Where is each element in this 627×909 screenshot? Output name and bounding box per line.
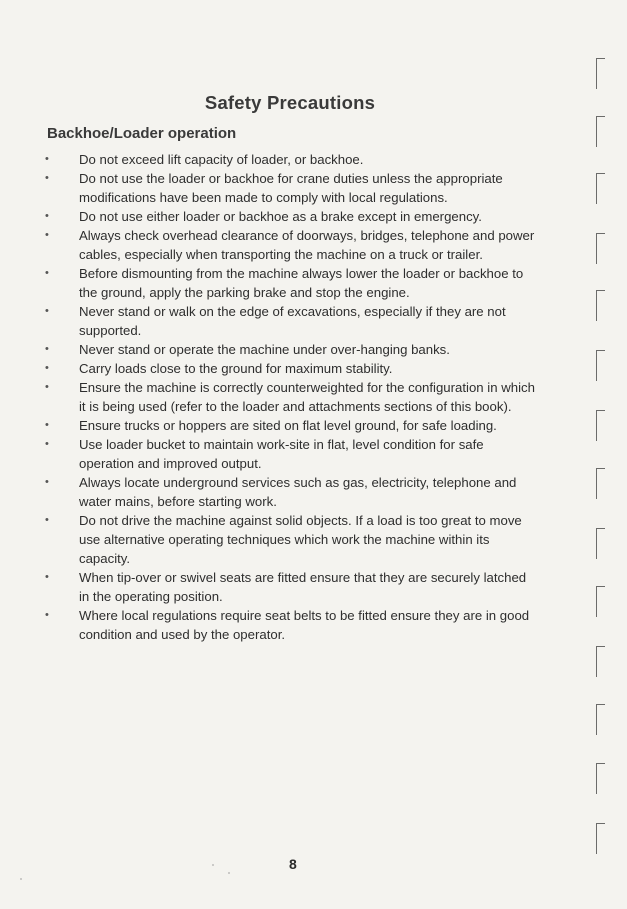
bullet-text: Never stand or walk on the edge of excavations, especially if they are not supported. — [79, 304, 506, 338]
bullet-item — [40, 264, 540, 302]
bullet-dot-icon: • — [45, 305, 49, 317]
index-tab-mark — [596, 528, 605, 559]
bullet-list — [40, 150, 540, 644]
index-tab-mark — [596, 116, 605, 147]
scan-speck — [20, 878, 22, 880]
bullet-text: Do not use either loader or backhoe as a brake except in emergency. — [79, 209, 482, 224]
bullet-item — [40, 150, 540, 169]
bullet-text: Use loader bucket to maintain work-site in flat, level condition for safe operation and improved output. — [79, 437, 484, 471]
bullet-dot-icon: • — [45, 267, 49, 279]
index-tab-mark — [596, 763, 605, 794]
bullet-dot-icon: • — [45, 172, 49, 184]
bullet-item — [40, 207, 540, 226]
bullet-text: Do not exceed lift capacity of loader, or backhoe. — [79, 152, 364, 167]
bullet-dot-icon: • — [45, 514, 49, 526]
bullet-dot-icon: • — [45, 419, 49, 431]
bullet-text: Never stand or operate the machine under over-hanging banks. — [79, 342, 450, 357]
index-tab-mark — [596, 58, 605, 89]
scan-speck — [212, 864, 214, 866]
index-tab-mark — [596, 350, 605, 381]
page-title: Safety Precautions — [204, 92, 376, 113]
bullet-dot-icon: • — [45, 438, 49, 450]
bullet-item — [40, 568, 540, 606]
bullet-item — [40, 169, 540, 207]
bullet-item — [40, 226, 540, 264]
scan-speck — [228, 872, 230, 874]
bullet-dot-icon: • — [45, 343, 49, 355]
bullet-text: Where local regulations require seat belts to be fitted ensure they are in good condition and used by the operator. — [79, 608, 530, 642]
bullet-dot-icon: • — [45, 476, 49, 488]
bullet-item — [40, 340, 540, 359]
page-number: 8 — [289, 856, 297, 872]
bullet-text: When tip-over or swivel seats are fitted ensure that they are securely latched in the operating position. — [79, 570, 527, 604]
index-tab-mark — [596, 173, 605, 204]
index-tab-marks — [591, 58, 605, 858]
bullet-text: Do not use the loader or backhoe for crane duties unless the appropriate modifications have been made to comply with local regulations. — [79, 171, 503, 205]
bullet-dot-icon: • — [45, 153, 49, 165]
bullet-item — [40, 416, 540, 435]
index-tab-mark — [596, 468, 605, 499]
index-tab-mark — [596, 410, 605, 441]
index-tab-mark — [596, 704, 605, 735]
bullet-text: Ensure trucks or hoppers are sited on flat level ground, for safe loading. — [79, 418, 497, 433]
bullet-text: Do not drive the machine against solid objects. If a load is too great to move use alternative operating techniques which work the machine within its capacity. — [79, 513, 522, 566]
bullet-dot-icon: • — [45, 381, 49, 393]
bullet-text: Ensure the machine is correctly counterweighted for the configuration in which it is being used (refer to the loader and attachments sections of this book). — [79, 380, 535, 414]
index-tab-mark — [596, 823, 605, 854]
bullet-dot-icon: • — [45, 571, 49, 583]
bullet-item — [40, 606, 540, 644]
bullet-item — [40, 378, 540, 416]
bullet-dot-icon: • — [45, 609, 49, 621]
index-tab-mark — [596, 290, 605, 321]
bullet-dot-icon: • — [45, 210, 49, 222]
index-tab-mark — [596, 646, 605, 677]
section-heading: Backhoe/Loader operation — [47, 125, 237, 142]
bullet-text: Before dismounting from the machine always lower the loader or backhoe to the ground, apply the parking brake and stop the engine. — [79, 266, 524, 300]
bullet-item — [40, 473, 540, 511]
index-tab-mark — [596, 586, 605, 617]
bullet-item — [40, 435, 540, 473]
bullet-dot-icon: • — [45, 229, 49, 241]
bullet-text: Always locate underground services such as gas, electricity, telephone and water mains, before starting work. — [79, 475, 517, 509]
bullet-text: Carry loads close to the ground for maximum stability. — [79, 361, 393, 376]
bullet-dot-icon: • — [45, 362, 49, 374]
bullet-text: Always check overhead clearance of doorways, bridges, telephone and power cables, especially when transporting the machine on a truck or trailer. — [79, 228, 535, 262]
bullet-item — [40, 359, 540, 378]
bullet-item — [40, 511, 540, 568]
index-tab-mark — [596, 233, 605, 264]
bullet-item — [40, 302, 540, 340]
